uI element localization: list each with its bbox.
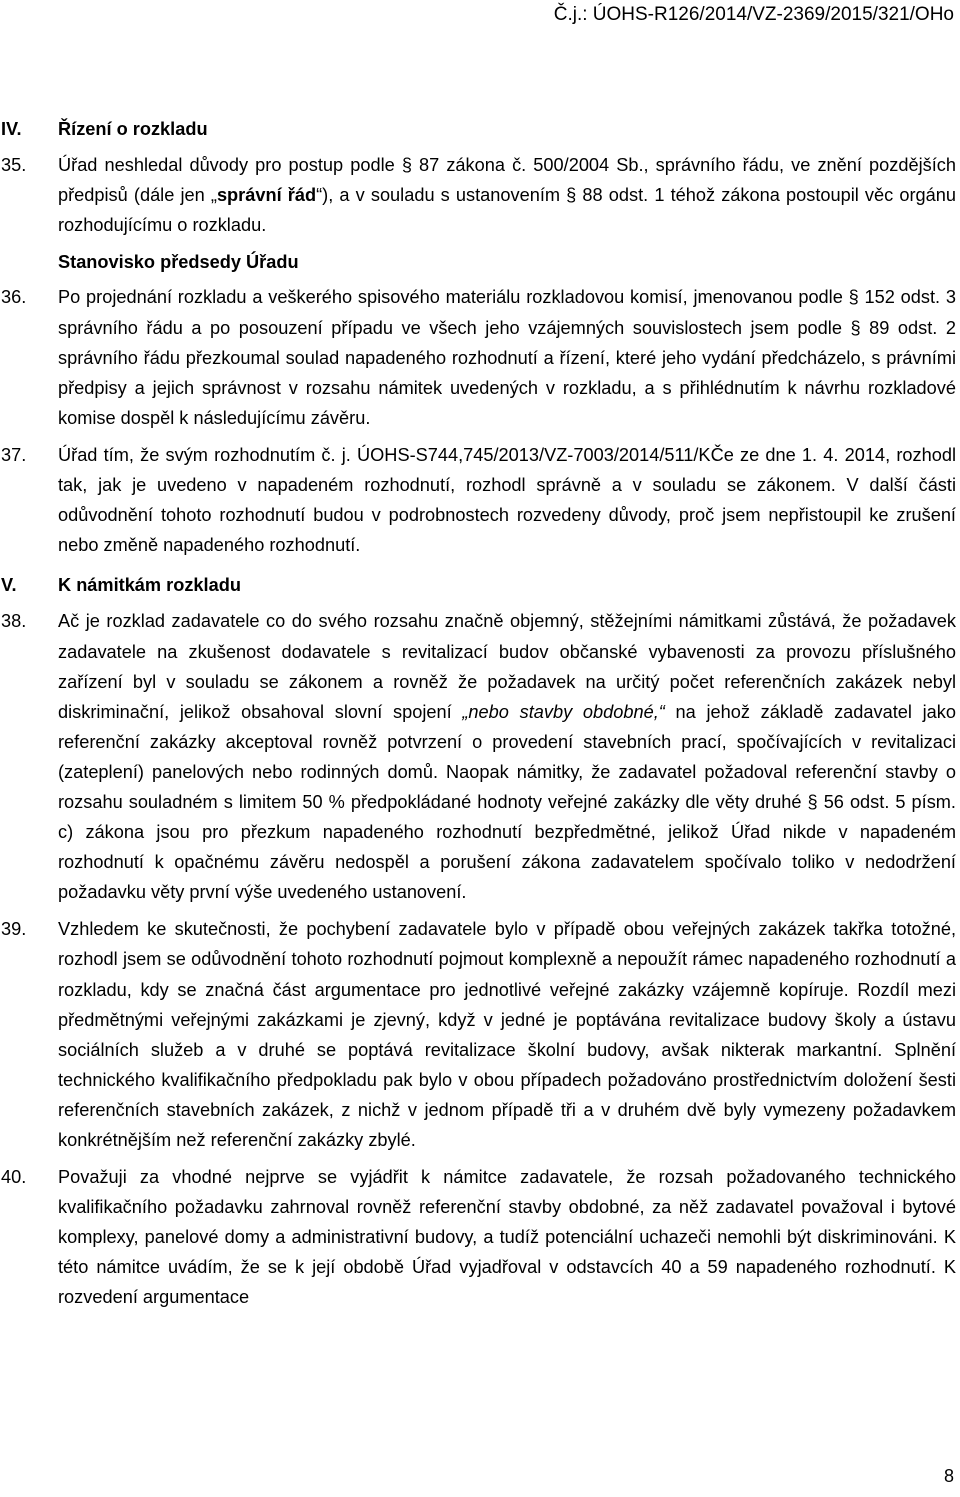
paragraph-number: 38. — [1, 611, 27, 632]
section-heading-iv — [0, 114, 956, 144]
document-reference: Č.j.: ÚOHS-R126/2014/VZ-2369/2015/321/OHo — [553, 4, 954, 25]
section-title: Řízení o rozkladu — [58, 119, 208, 139]
paragraph-text: na jehož základě zadavatel jako referenční zakázky akceptoval rovněž potvrzení o provedení stavebních prací, spočívajících v revitalizaci (zateplení) panelových nebo rodinných domů. Naopak námitky, že zadavatel požadoval referenční stavby o rozsahu souladném s limitem 50 % předpokládané hodnoty veřejné zakázky dle věty druhé § 56 odst. 5 písm. c) zákona jsou pro přezkum napadeného rozhodnutí bezpředmětné, jelikož Úřad nikde v napadeném rozhodnutí k opačnému závěru nedospěl a porušení zákona zadavatelem spočívalo toliko v nedodržení požadavku věty první výše uvedeného ustanovení. — [58, 701, 957, 903]
section-title: K námitkám rozkladu — [58, 575, 241, 596]
section-number: V. — [1, 575, 17, 596]
paragraph-text: Po projednání rozkladu a veškerého spisového materiálu rozkladovou komisí, jmenovanou podle § 152 odst. 3 správního řádu a po posouzení případu ve všech jeho vzájemných souvislostech jsem podle § 89 odst. 2 správního řádu přezkoumal soulad napadeného rozhodnutí a řízení, které jeho vydání předcházelo, s právními předpisy a jejich správnost v rozsahu námitek uvedených v rozkladu, a s přihlédnutím k návrhu rozkladové komise dospěl k následujícímu závěru. — [58, 287, 956, 428]
paragraph-number: 37. — [1, 444, 27, 465]
paragraph-35 — [0, 150, 956, 240]
paragraph-number: 39. — [1, 919, 27, 940]
paragraph-38 — [0, 606, 956, 907]
section-number: IV. — [1, 119, 22, 139]
paragraph-text: Považuji za vhodné nejprve se vyjádřit k námitce zadavatele, že rozsah požadovaného technického kvalifikačního požadavku zahrnoval rovněž referenční stavby obdobné, za něž zadavatel považoval i bytové komplexy, panelové domy a administrativní budovy, a tudíž potenciální uchazeči nemohli být diskriminováni. K této námitce uvádím, že se k její obdobě Úřad vyjadřoval v odstavcích 40 a 59 napadeného rozhodnutí. K rozvedení argumentace — [58, 1167, 956, 1308]
document-body — [0, 114, 956, 1320]
defined-term: správní řád — [216, 185, 317, 206]
paragraph-37 — [0, 440, 956, 560]
paragraph-text: “), a v souladu s ustanovením § 88 odst. 1 téhož zákona postoupil věc orgánu rozhodujícímu o rozkladu. — [58, 185, 956, 236]
section-heading-v — [0, 570, 956, 600]
paragraph-text: Vzhledem ke skutečnosti, že pochybení zadavatele bylo v případě obou veřejných zakázek takřka totožné, rozhodl jsem se odůvodnění tohoto rozhodnutí pojmout komplexně a nepoužít rámec napadeného rozhodnutí a rozkladu, kdy se značná část argumentace pro jednotlivé veřejné zakázky vzájemně kopíruje. Rozdíl mezi předmětnými veřejnými zakázkami je zjevný, když v jedné je poptávána revitalizace budovy školy a ústavu sociálních služeb a v druhé se poptává revitalizace školní budovy, avšak nikterak markantní. Splnění technického kvalifikačního předpokladu pak bylo v obou případech požadováno prostřednictvím doložení šesti referenčních stavebních zakázek, z nichž v jednom případě tři a v druhém dvě byly vymezeny požadavkem konkrétnějším než referenční zakázky zbylé. — [58, 919, 956, 1150]
paragraph-36 — [0, 282, 956, 432]
paragraph-40 — [0, 1162, 956, 1312]
paragraph-text: Úřad neshledal důvody pro postup podle § 87 zákona č. 500/2004 Sb., správního řádu, ve znění pozdějších předpisů (dále jen „ — [58, 155, 956, 206]
page-number: 8 — [943, 1466, 954, 1486]
paragraph-number: 35. — [1, 155, 27, 176]
paragraph-number: 40. — [1, 1167, 27, 1188]
paragraph-text: Úřad tím, že svým rozhodnutím č. j. ÚOHS-S744,745/2013/VZ-7003/2014/511/KČe ze dne 1. 4. 2014, rozhodl tak, jak je uvedeno v napadeném rozhodnutí, rozhodl správně a v souladu se zákonem. V další části odůvodnění tohoto rozhodnutí budou v podrobnostech rozvedeny důvody, proč jsem nepřistoupil ke zrušení nebo změně napadeného rozhodnutí. — [58, 444, 956, 556]
quoted-phrase: „nebo stavby obdobné,“ — [462, 701, 665, 722]
paragraph-39 — [0, 914, 956, 1155]
paragraph-text: Ač je rozklad zadavatele co do svého rozsahu značně objemný, stěžejními námitkami zůstává, že požadavek zadavatele na zkušenost dodavatele s revitalizací budov občanské vybavenosti za provozu příslušného zařízení byl v souladu se zákonem a rovněž že požadavek na určitý počet referenčních zakázek nebyl diskriminační, jelikož obsahoval slovní spojení — [58, 611, 956, 722]
subheading-stanovisko: Stanovisko předsedy Úřadu — [58, 252, 299, 273]
paragraph-number: 36. — [1, 287, 27, 308]
